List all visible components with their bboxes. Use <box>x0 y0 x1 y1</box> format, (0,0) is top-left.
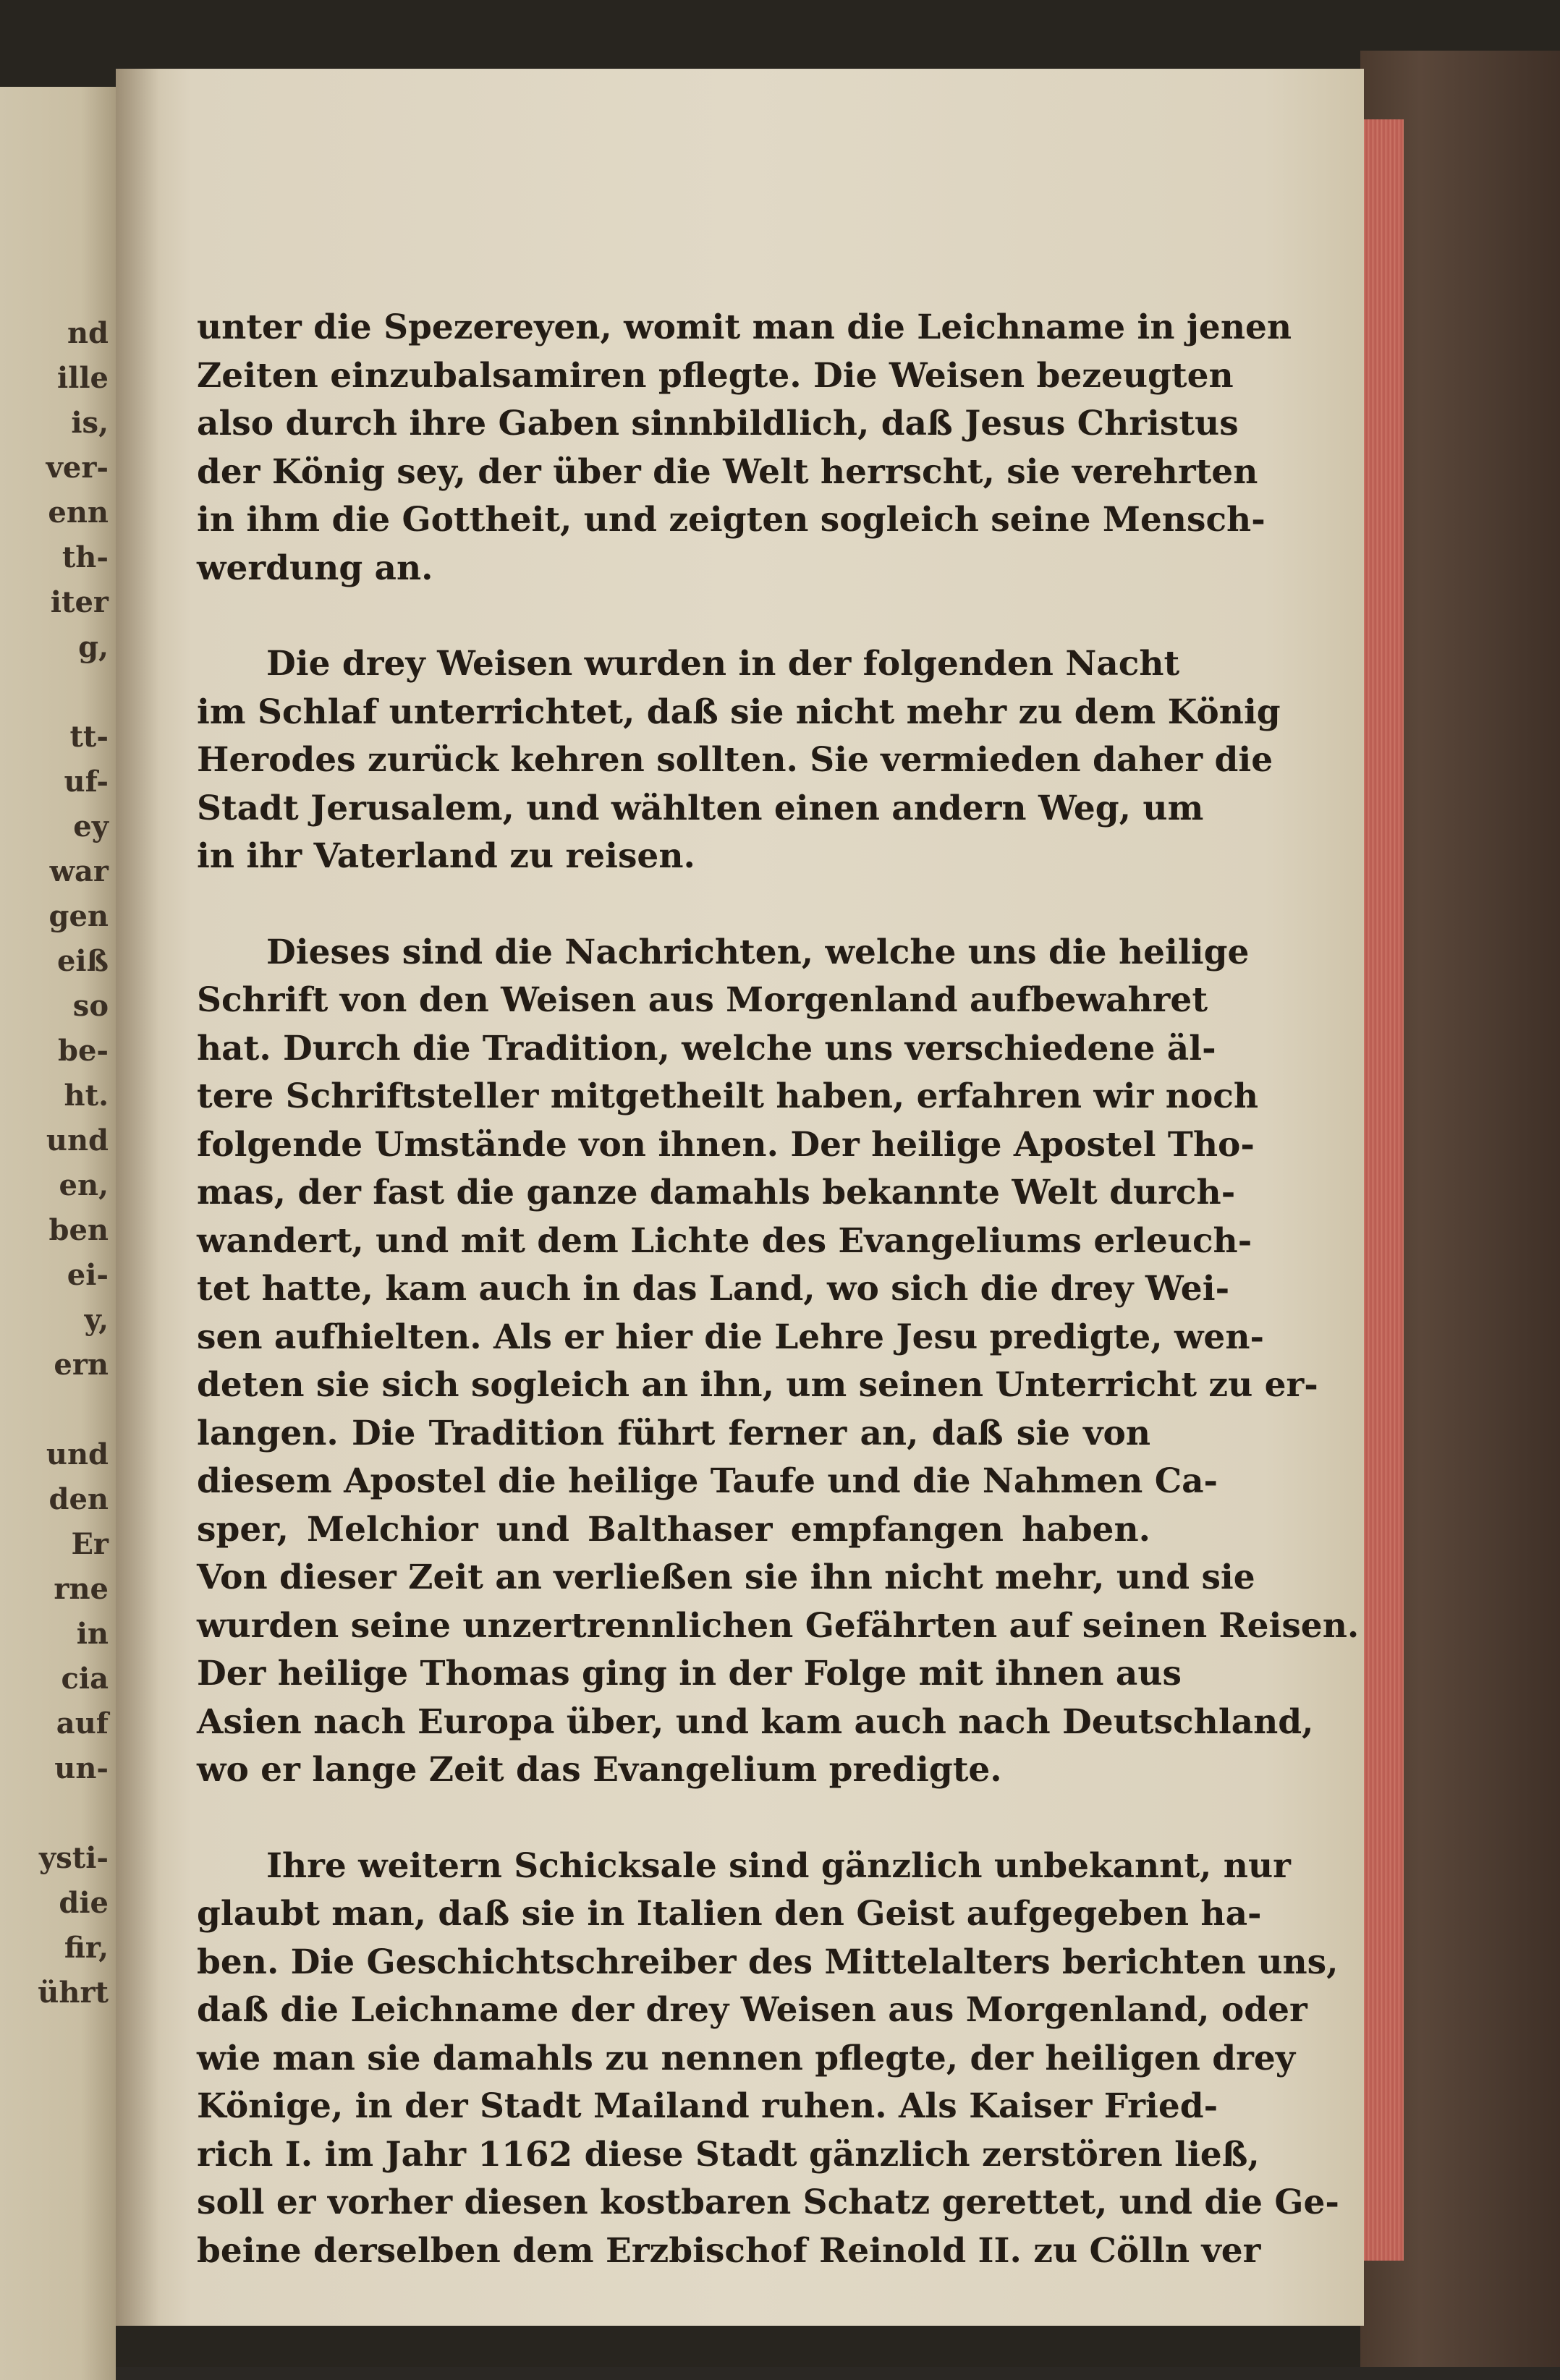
text-line: wandert, und mit dem Lichte des Evangeliums erleuch- <box>197 1220 1252 1261</box>
text-line: Herodes zurück kehren sollten. Sie vermieden daher die <box>197 740 1273 780</box>
text-line: Dieses sind die Nachrichten, welche uns die heilige <box>266 932 1250 972</box>
left-fragment: be- <box>57 1034 109 1068</box>
text-line: Von dieser Zeit an verließen sie ihn nicht mehr, und sie <box>197 1557 1255 1597</box>
text-line: Zeiten einzubalsamiren pflegte. Die Weisen bezeugten <box>197 355 1234 396</box>
left-fragment: ührt <box>38 1976 109 2010</box>
left-fragment: uf- <box>64 765 109 799</box>
left-fragment: is, <box>71 406 109 440</box>
left-fragment: en, <box>59 1168 109 1202</box>
left-fragment: tt- <box>69 720 109 754</box>
left-fragment: ver- <box>46 451 109 485</box>
left-fragment: fir, <box>64 1931 109 1965</box>
left-fragment: gen <box>48 899 109 933</box>
left-fragment: so <box>72 989 109 1023</box>
left-fragment: war <box>49 854 109 888</box>
text-line: Ihre weitern Schicksale sind gänzlich unbekannt, nur <box>266 1845 1291 1886</box>
left-fragment: nd <box>67 316 109 350</box>
left-fragment <box>0 670 109 715</box>
paragraph <box>197 640 1281 881</box>
left-fragment: enn <box>48 496 109 530</box>
text-line: wo er lange Zeit das Evangelium predigte. <box>197 1750 1002 1790</box>
left-fragment: die <box>59 1886 109 1920</box>
text-line: rich I. im Jahr 1162 diese Stadt gänzlich zerstören ließ, <box>197 2134 1260 2175</box>
text-line: beine derselben dem Erzbischof Reinold II. zu Cölln ver <box>197 2230 1261 2271</box>
text-line: unter die Spezereyen, womit man die Leichname in jenen <box>197 307 1292 347</box>
text-line: werdung an. <box>197 548 433 588</box>
text-line: deten sie sich sogleich an ihn, um seinen Unterricht zu er- <box>197 1365 1318 1405</box>
left-fragment: un- <box>54 1751 109 1785</box>
left-fragment: g, <box>78 630 109 664</box>
paragraph <box>197 1843 1339 2276</box>
text-line: mas, der fast die ganze damahls bekannte Welt durch- <box>197 1173 1236 1212</box>
left-fragment: und <box>46 1437 109 1471</box>
text-line: Schrift von den Weisen aus Morgenland aufbewahret <box>197 980 1208 1020</box>
left-fragment: auf <box>56 1707 109 1741</box>
text-line: tet hatte, kam auch in das Land, wo sich die drey Wei- <box>197 1269 1230 1309</box>
text-line: also durch ihre Gaben sinnbildlich, daß Jesus Christus <box>197 404 1239 443</box>
text-line: soll er vorher diesen kostbaren Schatz gerettet, und die Ge- <box>197 2183 1339 2222</box>
text-line: Der heilige Thomas ging in der Folge mit ihnen aus <box>197 1654 1182 1693</box>
text-line: Die drey Weisen wurden in der folgenden Nacht <box>266 644 1180 684</box>
text-line: tere Schriftsteller mitgetheilt haben, erfahren wir noch <box>197 1076 1259 1116</box>
text-line: sper, Melchior und Balthaser empfangen haben. <box>197 1509 1150 1550</box>
left-fragment: ille <box>56 361 109 395</box>
text-line: in ihr Vaterland zu reisen. <box>197 836 695 876</box>
text-line: in ihm die Gottheit, und zeigten sogleich seine Mensch- <box>197 500 1266 540</box>
text-line: glaubt man, daß sie in Italien den Geist aufgegeben ha- <box>197 1894 1262 1934</box>
page-text <box>197 304 1360 2275</box>
left-fragment: in <box>76 1617 109 1651</box>
left-fragment: ht. <box>64 1079 109 1113</box>
left-fragment: Er <box>71 1527 109 1561</box>
text-line: wurden seine unzertrennlichen Gefährten auf seinen Reisen. <box>197 1605 1360 1646</box>
left-fragment: ben <box>48 1213 109 1247</box>
left-fragment: ysti- <box>38 1841 109 1875</box>
text-line: Könige, in der Stadt Mailand ruhen. Als Kaiser Fried- <box>197 2086 1218 2126</box>
text-line: diesem Apostel die heilige Taufe und die Nahmen Ca- <box>197 1461 1218 1501</box>
left-fragment: ei- <box>67 1258 109 1292</box>
left-fragment: iter <box>50 585 109 619</box>
left-fragment: y, <box>84 1303 109 1337</box>
text-line: der König sey, der über die Welt herrscht, sie verehrten <box>197 451 1258 492</box>
left-fragment <box>0 1387 109 1432</box>
left-fragment: rne <box>54 1572 109 1606</box>
text-line: hat. Durch die Tradition, welche uns verschiedene äl- <box>197 1028 1216 1068</box>
left-fragment: den <box>48 1482 109 1516</box>
text-line: langen. Die Tradition führt ferner an, daß sie von <box>197 1413 1150 1453</box>
left-fragment: eiß <box>56 944 109 978</box>
left-page-text-fragments <box>0 311 109 2015</box>
left-fragment: ern <box>54 1348 109 1382</box>
paragraph <box>197 929 1360 1795</box>
text-line: ben. Die Geschichtschreiber des Mittelalters berichten uns, <box>197 1942 1339 1982</box>
left-fragment: und <box>46 1123 109 1157</box>
text-line: daß die Leichname der drey Weisen aus Morgenland, oder <box>197 1990 1307 2030</box>
text-line: Asien nach Europa über, und kam auch nach Deutschland, <box>197 1701 1314 1742</box>
left-fragment: th- <box>62 540 109 574</box>
text-line: wie man sie damahls zu nennen pflegte, der heiligen drey <box>197 2038 1296 2078</box>
left-fragment: ey <box>73 809 109 843</box>
left-fragment <box>0 1791 109 1836</box>
left-fragment: cia <box>61 1662 109 1696</box>
text-line: im Schlaf unterrichtet, daß sie nicht mehr zu dem König <box>197 692 1281 732</box>
text-line: Stadt Jerusalem, und wählten einen andern Weg, um <box>197 788 1204 828</box>
gutter-shadow <box>116 69 159 2326</box>
paragraph <box>197 304 1292 592</box>
red-page-edges <box>1360 119 1404 2261</box>
text-line: sen aufhielten. Als er hier die Lehre Jesu predigte, wen- <box>197 1317 1265 1357</box>
text-line: folgende Umstände von ihnen. Der heilige Apostel Tho- <box>197 1124 1255 1165</box>
